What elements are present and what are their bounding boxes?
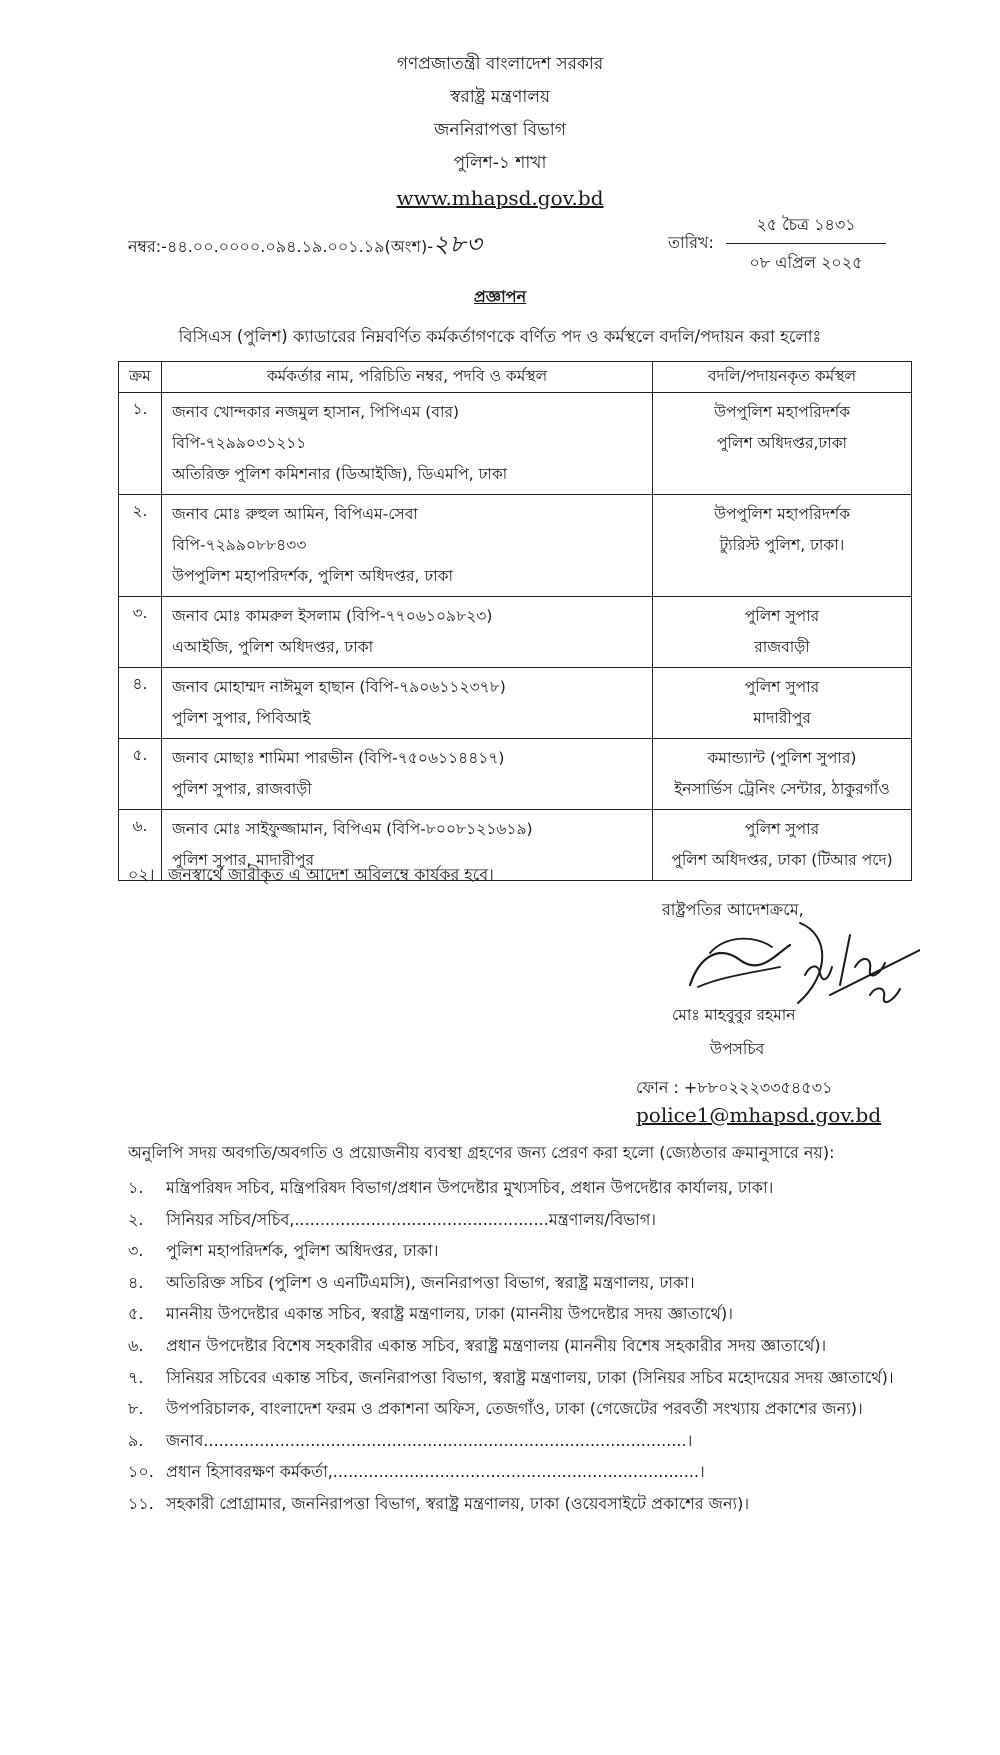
website-link[interactable]: www.mhapsd.gov.bd bbox=[396, 186, 604, 210]
officer-name: জনাব মোছাঃ শামিমা পারভীন (বিপি-৭৫০৬১১৪৪১৭) bbox=[172, 749, 505, 767]
row-posting bbox=[653, 739, 912, 810]
row-serial: ৩. bbox=[119, 597, 162, 668]
officer-current-post: পুলিশ সুপার, মাদারীপুর bbox=[172, 851, 314, 869]
posting-designation: পুলিশ সুপার bbox=[744, 820, 820, 838]
posting-designation: উপপুলিশ মহাপরিদর্শক bbox=[713, 403, 851, 421]
item-text: সহকারী প্রোগ্রামার, জননিরাপত্তা বিভাগ, স্বরাষ্ট্র মন্ত্রণালয়, ঢাকা (ওয়েবসাইটে প্রকাশের জন্য)। bbox=[166, 1493, 750, 1513]
list-item bbox=[128, 1488, 928, 1520]
signature-block bbox=[560, 895, 920, 1175]
officer-name: জনাব মোহাম্মদ নাঈমুল হাছান (বিপি-৭৯০৬১১২৩৭৮) bbox=[172, 678, 506, 696]
officer-name: জনাব মোঃ কামরুল ইসলাম (বিপি-৭৭০৬১০৯৮২৩) bbox=[172, 607, 493, 625]
signature-scribble-icon bbox=[680, 915, 920, 1005]
header-officer: কর্মকর্তার নাম, পরিচিতি নম্বর, পদবি ও কর্মস্থল bbox=[162, 362, 653, 393]
posting-designation: পুলিশ সুপার bbox=[744, 607, 820, 625]
posting-location: পুলিশ অধিদপ্তর, ঢাকা (টিআর পদে) bbox=[671, 851, 893, 869]
item-text: সিনিয়র সচিব/সচিব,..................................................মন্ত্রণালয়/বিভাগ। bbox=[166, 1209, 657, 1229]
posting-location: পুলিশ অধিদপ্তর,ঢাকা bbox=[716, 434, 848, 452]
item-text: প্রধান উপদেষ্টার বিশেষ সহকারীর একান্ত সচিব, স্বরাষ্ট্র মন্ত্রণালয় (মাননীয় বিশেষ সহকারীর সদয় জ্ঞাতার্থে)। bbox=[166, 1335, 827, 1355]
government-name: গণপ্রজাতন্ত্রী বাংলাদেশ সরকার bbox=[396, 54, 604, 74]
letterhead bbox=[0, 48, 1000, 215]
table-row bbox=[119, 495, 912, 597]
item-number: ১. bbox=[128, 1178, 144, 1197]
memo-number-prefix: নম্বর:-৪৪.০০.০০০০.০৯৪.১৯.০০১.১৯(অংশ)- bbox=[128, 237, 433, 256]
item-number: ১১. bbox=[128, 1493, 154, 1513]
signatory-name: মোঃ মাহবুবুর রহমান bbox=[672, 1006, 796, 1024]
signature-lead: রাষ্ট্রপতির আদেশক্রমে, bbox=[662, 900, 804, 919]
row-serial: ৬. bbox=[119, 810, 162, 881]
officer-name: জনাব খোন্দকার নজমুল হাসান, পিপিএম (বার) bbox=[172, 403, 460, 421]
item-number: ৮. bbox=[128, 1399, 144, 1419]
copy-to-lead: অনুলিপি সদয় অবগতি/অবগতি ও প্রয়োজনীয় ব্যবস্থা গ্রহণের জন্য প্রেরণ করা হলো (জ্যেষ্ঠতার ক্রমানুসারে নয়): bbox=[128, 1143, 835, 1162]
row-posting bbox=[653, 495, 912, 597]
row-officer bbox=[162, 668, 653, 739]
item-text: প্রধান হিসাবরক্ষণ কর্মকর্তা,........................................................................। bbox=[166, 1462, 705, 1482]
list-item bbox=[128, 1362, 928, 1394]
posting-location: মাদারীপুর bbox=[753, 709, 811, 727]
signatory-designation: উপসচিব bbox=[710, 1040, 765, 1058]
item-number: ৭. bbox=[128, 1367, 144, 1387]
item-number: ৬. bbox=[128, 1335, 144, 1355]
item-text: উপপরিচালক, বাংলাদেশ ফরম ও প্রকাশনা অফিস, তেজগাঁও, ঢাকা (গেজেটের পরবর্তী সংখ্যায় প্রকাশের জন্য)। bbox=[166, 1399, 863, 1419]
row-posting bbox=[653, 393, 912, 495]
table-header-row bbox=[119, 362, 912, 393]
item-number: ৫. bbox=[128, 1304, 144, 1324]
item-number: ৩. bbox=[128, 1241, 144, 1261]
posting-designation: কমান্ড্যান্ট (পুলিশ সুপার) bbox=[707, 749, 857, 767]
clause-text: জনস্বার্থে জারীকৃত এ আদেশ অবিলম্বে কার্যকর হবে। bbox=[168, 865, 494, 884]
date-block bbox=[726, 212, 886, 277]
clause-paragraph bbox=[128, 862, 494, 889]
row-posting bbox=[653, 597, 912, 668]
division-name: জননিরাপত্তা বিভাগ bbox=[434, 120, 566, 140]
row-serial: ৪. bbox=[119, 668, 162, 739]
item-text: সিনিয়র সচিবের একান্ত সচিব, জননিরাপত্তা বিভাগ, স্বরাষ্ট্র মন্ত্রণালয়, ঢাকা (সিনিয়র সচিব মহোদয়ের সদয় জ্ঞাতার্থে)। bbox=[166, 1367, 894, 1387]
list-item bbox=[128, 1330, 928, 1362]
transfer-table bbox=[118, 361, 912, 881]
item-text: মন্ত্রিপরিষদ সচিব, মন্ত্রিপরিষদ বিভাগ/প্রধান উপদেষ্টার মুখ্যসচিব, প্রধান উপদেষ্টার কার্যালয়, ঢাকা। bbox=[166, 1178, 774, 1197]
item-text: অতিরিক্ত সচিব (পুলিশ ও এনটিএমসি), জননিরাপত্তা বিভাগ, স্বরাষ্ট্র মন্ত্রণালয়, ঢাকা। bbox=[166, 1272, 695, 1292]
officer-id: বিপি-৭২৯৯০৮৮৪৩৩ bbox=[172, 536, 307, 554]
ministry-name: স্বরাষ্ট্র মন্ত্রণালয় bbox=[450, 87, 550, 107]
table-row bbox=[119, 739, 912, 810]
signatory-phone: ফোন : +৮৮০২২২৩৩৫৪৫৩১ bbox=[636, 1078, 833, 1097]
officer-current-post: পুলিশ সুপার, রাজবাড়ী bbox=[172, 780, 312, 798]
date-label: তারিখ: bbox=[668, 233, 714, 252]
list-item bbox=[128, 1425, 928, 1457]
date-gregorian: ০৮ এপ্রিল ২০২৫ bbox=[749, 253, 863, 272]
memo-number bbox=[128, 226, 483, 266]
row-officer bbox=[162, 393, 653, 495]
item-text: জনাব...............................................................................................। bbox=[166, 1430, 693, 1450]
row-serial: ১. bbox=[119, 393, 162, 495]
row-officer bbox=[162, 495, 653, 597]
list-item bbox=[128, 1267, 928, 1299]
row-officer bbox=[162, 597, 653, 668]
table-row bbox=[119, 597, 912, 668]
list-item bbox=[128, 1235, 928, 1267]
posting-designation: উপপুলিশ মহাপরিদর্শক bbox=[713, 505, 851, 523]
officer-current-post: উপপুলিশ মহাপরিদর্শক, পুলিশ অধিদপ্তর, ঢাকা bbox=[172, 567, 453, 585]
posting-location: রাজবাড়ী bbox=[754, 638, 810, 656]
branch-name: পুলিশ-১ শাখা bbox=[453, 153, 547, 173]
item-number: ২. bbox=[128, 1209, 144, 1229]
table-row bbox=[119, 393, 912, 495]
table-row bbox=[119, 668, 912, 739]
posting-designation: পুলিশ সুপার bbox=[744, 678, 820, 696]
signatory-email-link[interactable]: police1@mhapsd.gov.bd bbox=[636, 1103, 882, 1127]
list-item bbox=[128, 1393, 928, 1425]
list-item bbox=[128, 1298, 928, 1330]
officer-current-post: এআইজি, পুলিশ অধিদপ্তর, ঢাকা bbox=[172, 638, 374, 656]
list-item bbox=[128, 1456, 928, 1488]
clause-number: ০২। bbox=[128, 865, 155, 884]
officer-name: জনাব মোঃ সাইফুজ্জামান, বিপিএম (বিপি-৮০০৮১২১৬১৯) bbox=[172, 820, 533, 838]
header-posting: বদলি/পদায়নকৃত কর্মস্থল bbox=[653, 362, 912, 393]
officer-id: বিপি-৭২৯৯০৩১২১১ bbox=[172, 434, 307, 452]
copy-to-list bbox=[128, 1172, 928, 1520]
list-item bbox=[128, 1172, 928, 1204]
row-posting bbox=[653, 668, 912, 739]
date-bangla: ২৫ চৈত্র ১৪৩১ bbox=[726, 212, 886, 244]
officer-current-post: অতিরিক্ত পুলিশ কমিশনার (ডিআইজি), ডিএমপি, ঢাকা bbox=[172, 465, 508, 483]
handwritten-signature bbox=[680, 915, 920, 1009]
row-serial: ৫. bbox=[119, 739, 162, 810]
item-text: পুলিশ মহাপরিদর্শক, পুলিশ অধিদপ্তর, ঢাকা। bbox=[166, 1241, 439, 1261]
item-text: মাননীয় উপদেষ্টার একান্ত সচিব, স্বরাষ্ট্র মন্ত্রণালয়, ঢাকা (মাননীয় উপদেষ্টার সদয় জ্ঞাতার্থে)। bbox=[166, 1304, 733, 1324]
posting-location: ইনসার্ভিস ট্রেনিং সেন্টার, ঠাকুরগাঁও bbox=[674, 780, 890, 798]
row-serial: ২. bbox=[119, 495, 162, 597]
list-item bbox=[128, 1204, 928, 1236]
item-number: ১০. bbox=[128, 1462, 154, 1482]
header-serial: ক্রম bbox=[119, 362, 162, 393]
item-number: ৯. bbox=[128, 1430, 144, 1450]
officer-current-post: পুলিশ সুপার, পিবিআই bbox=[172, 709, 311, 727]
officer-name: জনাব মোঃ রুহুল আমিন, বিপিএম-সেবা bbox=[172, 505, 418, 523]
intro-text: বিসিএস (পুলিশ) ক্যাডারের নিম্নবর্ণিত কর্মকর্তাগণকে বর্ণিত পদ ও কর্মস্থলে বদলি/পদায়ন করা হলোঃ bbox=[178, 327, 822, 346]
document-title: প্রজ্ঞাপন bbox=[473, 287, 527, 306]
row-officer bbox=[162, 739, 653, 810]
row-posting bbox=[653, 810, 912, 881]
memo-number-handwritten: ২৮৩ bbox=[433, 230, 483, 258]
posting-location: ট্যুরিস্ট পুলিশ, ঢাকা। bbox=[719, 536, 845, 554]
item-number: ৪. bbox=[128, 1272, 144, 1292]
